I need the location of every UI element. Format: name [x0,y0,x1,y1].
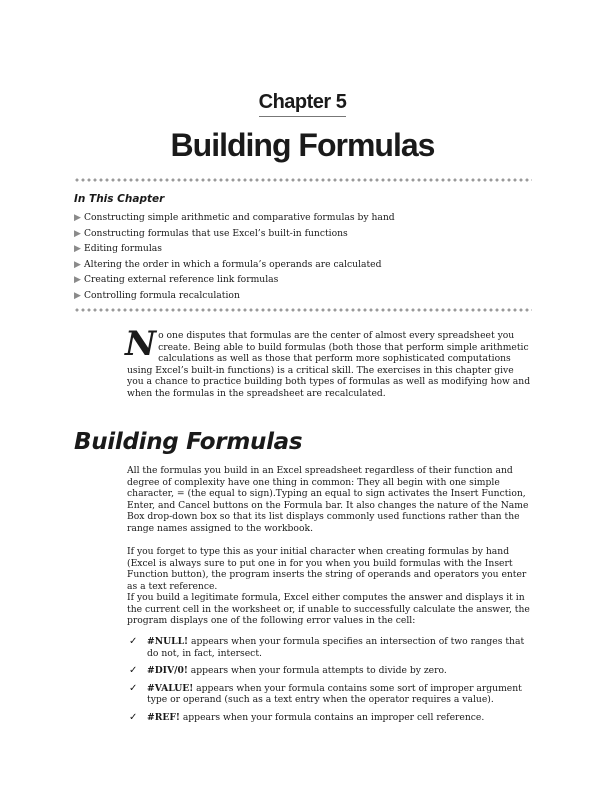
list-item: ▶ Creating external reference link formulas [74,272,395,288]
drop-cap: N [125,324,157,364]
list-item: ✓ #DIV/0! appears when your formula attempts to divide by zero. [129,665,447,677]
arrow-icon: ▶ [74,275,81,285]
chapter-label [0,90,605,117]
chapter-number: Chapter 5 [259,90,347,117]
list-item: ✓ #VALUE! appears when your formula contains some sort of improper argument type or operand (such as a text entry when the operator requires a value). [129,682,522,706]
arrow-icon: ▶ [74,290,81,301]
chapter-topic-list [74,210,395,303]
body-paragraph: If you build a legitimate formula, Excel either computes the answer and displays it in the current cell in the worksheet or, if unable to successfully calculate the answer, the program displays one of the following error values in the cell: [127,592,530,627]
chapter-title: Building Formulas [170,127,435,163]
error-values-list [127,636,533,730]
check-icon: ✓ [129,636,138,647]
arrow-icon: ▶ [74,228,81,239]
error-code: #NULL! [147,636,189,647]
dotted-divider-top [74,178,532,182]
arrow-icon: ▶ [74,213,81,223]
body-paragraph: If you forget to type this as your initial character when creating formulas by hand (Excel is always sure to put one in for you when you build formulas with the Insert Function button), the program inserts the string of operands and operators you enter as a text reference. [127,546,527,592]
error-code: #REF! [147,711,180,723]
check-icon: ✓ [129,665,138,677]
check-icon: ✓ [129,682,138,694]
list-item: ▶ Altering the order in which a formula’s operands are calculated [74,257,395,273]
list-item: ▶ Editing formulas [74,241,395,257]
list-item: ✓ #REF! appears when your formula contains an improper cell reference. [129,711,485,723]
intro-paragraph [125,324,533,400]
section-heading: Building Formulas [74,429,303,455]
list-item: ▶ Constructing simple arithmetic and comparative formulas by hand [74,210,395,226]
error-code: #VALUE! [147,682,194,694]
error-code: #DIV/0! [147,665,188,677]
dotted-divider-bottom [74,308,532,312]
intro-text: o one disputes that formulas are the center of almost every spreadsheet you create. Being able to build formulas (both those that perform simple arithmetic calculations as well as those that perform more sophisticated computations using Excel’s built-in functions) is a critical skill. The exercises in this chapter give you a chance to practice building both types of formulas as well as modifying how and when the formulas in the spreadsheet are recalculated. [127,330,531,399]
check-icon: ✓ [129,711,138,723]
arrow-icon: ▶ [74,259,81,270]
body-paragraph: All the formulas you build in an Excel spreadsheet regardless of their function and degree of complexity have one thing in common: They all begin with one simple character, = (the equal to sign).Typing an equal to sign activates the Insert Function, Enter, and Cancel buttons on the Formula bar. It also changes the nature of the Name Box drop-down box so that its list displays commonly used functions rather than the range names assigned to the workbook. [127,465,529,534]
list-item: ▶ Constructing formulas that use Excel’s built-in functions [74,226,395,242]
in-this-chapter-heading: In This Chapter [74,193,165,205]
arrow-icon: ▶ [74,244,81,254]
list-item: ✓ #NULL! appears when your formula specifies an intersection of two ranges that do not, in fact, intersect. [129,636,525,659]
list-item: ▶ Controlling formula recalculation [74,288,395,304]
